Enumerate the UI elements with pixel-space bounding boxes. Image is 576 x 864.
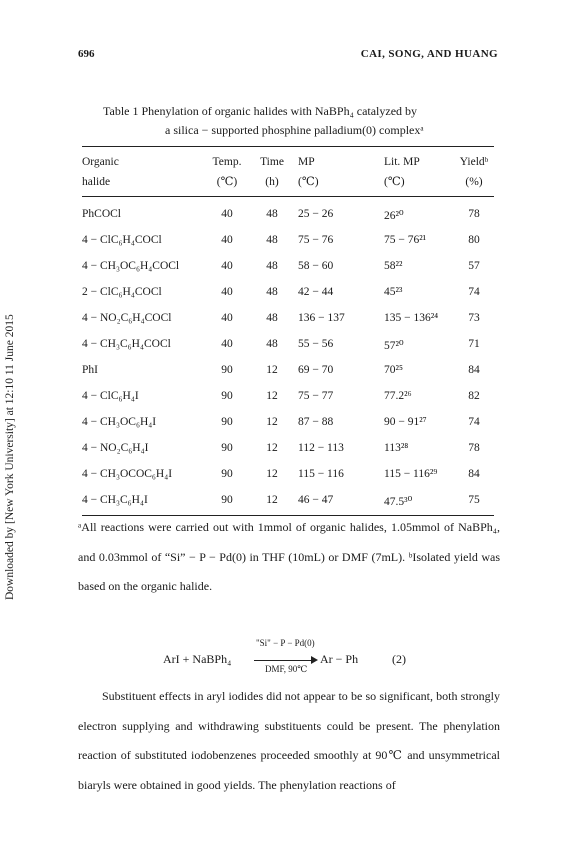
row-yield: 78: [468, 442, 480, 454]
caption-line-1: Table 1 Phenylation of organic halides with NaBPh₄ catalyzed by: [103, 104, 418, 118]
row-temp: 40: [221, 338, 233, 350]
equation-number: (2): [392, 652, 406, 666]
table-row: [82, 256, 494, 280]
table-row: [82, 438, 494, 462]
row-time: 12: [266, 390, 278, 402]
row-mp: 75 − 77: [298, 390, 334, 402]
row-mp: 42 − 44: [298, 286, 334, 298]
row-lit-mp: 26²⁰: [384, 210, 404, 222]
scheme-conditions: DMF, 90℃: [265, 664, 308, 674]
row-mp: 46 − 47: [298, 494, 334, 506]
running-head: CAI, SONG, AND HUANG: [360, 48, 498, 60]
row-yield: 73: [468, 312, 480, 324]
header-mp: MP (℃): [298, 156, 319, 188]
row-temp: 40: [221, 312, 233, 324]
row-yield: 84: [468, 364, 480, 376]
table-row: [82, 230, 494, 254]
scheme-catalyst: "Si" − P − Pd(0): [256, 638, 315, 648]
table-row: [82, 204, 494, 228]
row-yield: 84: [468, 468, 480, 480]
row-yield: 78: [468, 208, 480, 220]
row-temp: 90: [221, 468, 233, 480]
row-yield: 57: [468, 260, 480, 272]
table-top-rule: [82, 146, 494, 147]
table-caption: [103, 102, 483, 140]
row-mp: 25 − 26: [298, 208, 334, 220]
row-lit-mp: 75 − 76²¹: [384, 234, 427, 246]
page-number: 696: [78, 48, 95, 60]
table-row: [82, 308, 494, 332]
scheme-reactants: ArI + NaBPh₄: [163, 652, 232, 666]
row-time: 12: [266, 364, 278, 376]
row-lit-mp: 70²⁵: [384, 364, 403, 376]
row-lit-mp: 113²⁸: [384, 442, 409, 454]
row-lit-mp: 57²⁰: [384, 340, 404, 352]
scheme-product: Ar − Ph: [320, 652, 359, 666]
row-mp: 112 − 113: [298, 442, 344, 454]
row-halide: 4 − CH₃OC₆H₄I: [82, 416, 157, 428]
row-time: 48: [266, 234, 278, 246]
row-lit-mp: 45²³: [384, 286, 403, 298]
table-row: [82, 464, 494, 488]
reaction-scheme: [163, 634, 443, 678]
row-lit-mp: 47.5³⁰: [384, 496, 413, 508]
row-halide: 4 − NO₂C₆H₄COCl: [82, 312, 172, 324]
row-halide: 4 − CH₃C₆H₄COCl: [82, 338, 171, 350]
row-yield: 82: [468, 390, 480, 402]
row-temp: 90: [221, 364, 233, 376]
table-header-rule: [82, 196, 494, 197]
row-time: 48: [266, 338, 278, 350]
body-paragraph: Substituent effects in aryl iodides did not appear to be so significant, both strongly electron supplying and withdrawing substituents could be present. The phenylation reaction of substituted iodobenzenes proceeded smoothly at 90℃ and unsymmetrical biaryls were obtained in good yields. The phenylation reactions of: [78, 689, 500, 792]
row-time: 48: [266, 286, 278, 298]
table-row: [82, 490, 494, 514]
row-mp: 136 − 137: [298, 312, 345, 324]
row-temp: 40: [221, 286, 233, 298]
row-temp: 40: [221, 234, 233, 246]
row-halide: 4 − CH₃OCOC₆H₄I: [82, 468, 173, 480]
row-halide: 2 − ClC₆H₄COCl: [82, 286, 162, 298]
row-time: 48: [266, 260, 278, 272]
row-halide: PhI: [82, 364, 98, 376]
row-temp: 90: [221, 416, 233, 428]
row-temp: 90: [221, 442, 233, 454]
download-watermark: Downloaded by [New York University] at 12:10 11 June 2015: [4, 314, 16, 600]
row-yield: 74: [468, 416, 480, 428]
row-lit-mp: 58²²: [384, 260, 403, 272]
row-halide: 4 − ClC₆H₄COCl: [82, 234, 162, 246]
table-row: [82, 360, 494, 384]
row-halide: 4 − CH₃OC₆H₄COCl: [82, 260, 180, 272]
row-time: 12: [266, 468, 278, 480]
row-yield: 74: [468, 286, 480, 298]
row-halide: 4 − NO₂C₆H₄I: [82, 442, 149, 454]
row-time: 48: [266, 208, 278, 220]
row-time: 12: [266, 442, 278, 454]
row-yield: 71: [468, 338, 480, 350]
table-row: [82, 412, 494, 436]
header-temp: Temp. (℃): [212, 156, 242, 188]
reaction-arrowhead: [311, 656, 318, 664]
header-lit-mp: Lit. MP (℃): [384, 156, 420, 188]
row-time: 12: [266, 494, 278, 506]
row-temp: 40: [221, 260, 233, 272]
table-row: [82, 282, 494, 306]
row-lit-mp: 135 − 136²⁴: [384, 312, 439, 324]
reaction-arrow: [254, 660, 314, 661]
row-lit-mp: 77.2²⁶: [384, 390, 412, 402]
row-halide: 4 − CH₃C₆H₄I: [82, 494, 148, 506]
header-halide: Organic halide: [82, 156, 119, 188]
row-temp: 90: [221, 390, 233, 402]
row-time: 12: [266, 416, 278, 428]
row-halide: PhCOCl: [82, 208, 121, 220]
row-lit-mp: 90 − 91²⁷: [384, 416, 427, 428]
row-temp: 40: [221, 208, 233, 220]
row-temp: 90: [221, 494, 233, 506]
row-mp: 55 − 56: [298, 338, 334, 350]
caption-line-2: a silica − supported phosphine palladium(0) complexᵃ: [165, 123, 424, 137]
header-time: Time (h): [260, 156, 284, 188]
row-halide: 4 − ClC₆H₄I: [82, 390, 139, 402]
header-yield: Yieldᵇ (%): [459, 156, 489, 188]
row-lit-mp: 115 − 116²⁹: [384, 468, 438, 480]
row-time: 48: [266, 312, 278, 324]
row-mp: 87 − 88: [298, 416, 334, 428]
row-yield: 80: [468, 234, 480, 246]
table-row: [82, 386, 494, 410]
table-footnote: ᵃAll reactions were carried out with 1mmol of organic halides, 1.05mmol of NaBPh₄, and 0.03mmol of “Si” − P − Pd(0) in THF (10mL) or DMF (7mL). ᵇIsolated yield was based on the organic halide.: [78, 520, 500, 593]
row-yield: 75: [468, 494, 480, 506]
row-mp: 75 − 76: [298, 234, 334, 246]
row-mp: 58 − 60: [298, 260, 334, 272]
table-row: [82, 334, 494, 358]
row-mp: 69 − 70: [298, 364, 334, 376]
row-mp: 115 − 116: [298, 468, 344, 480]
